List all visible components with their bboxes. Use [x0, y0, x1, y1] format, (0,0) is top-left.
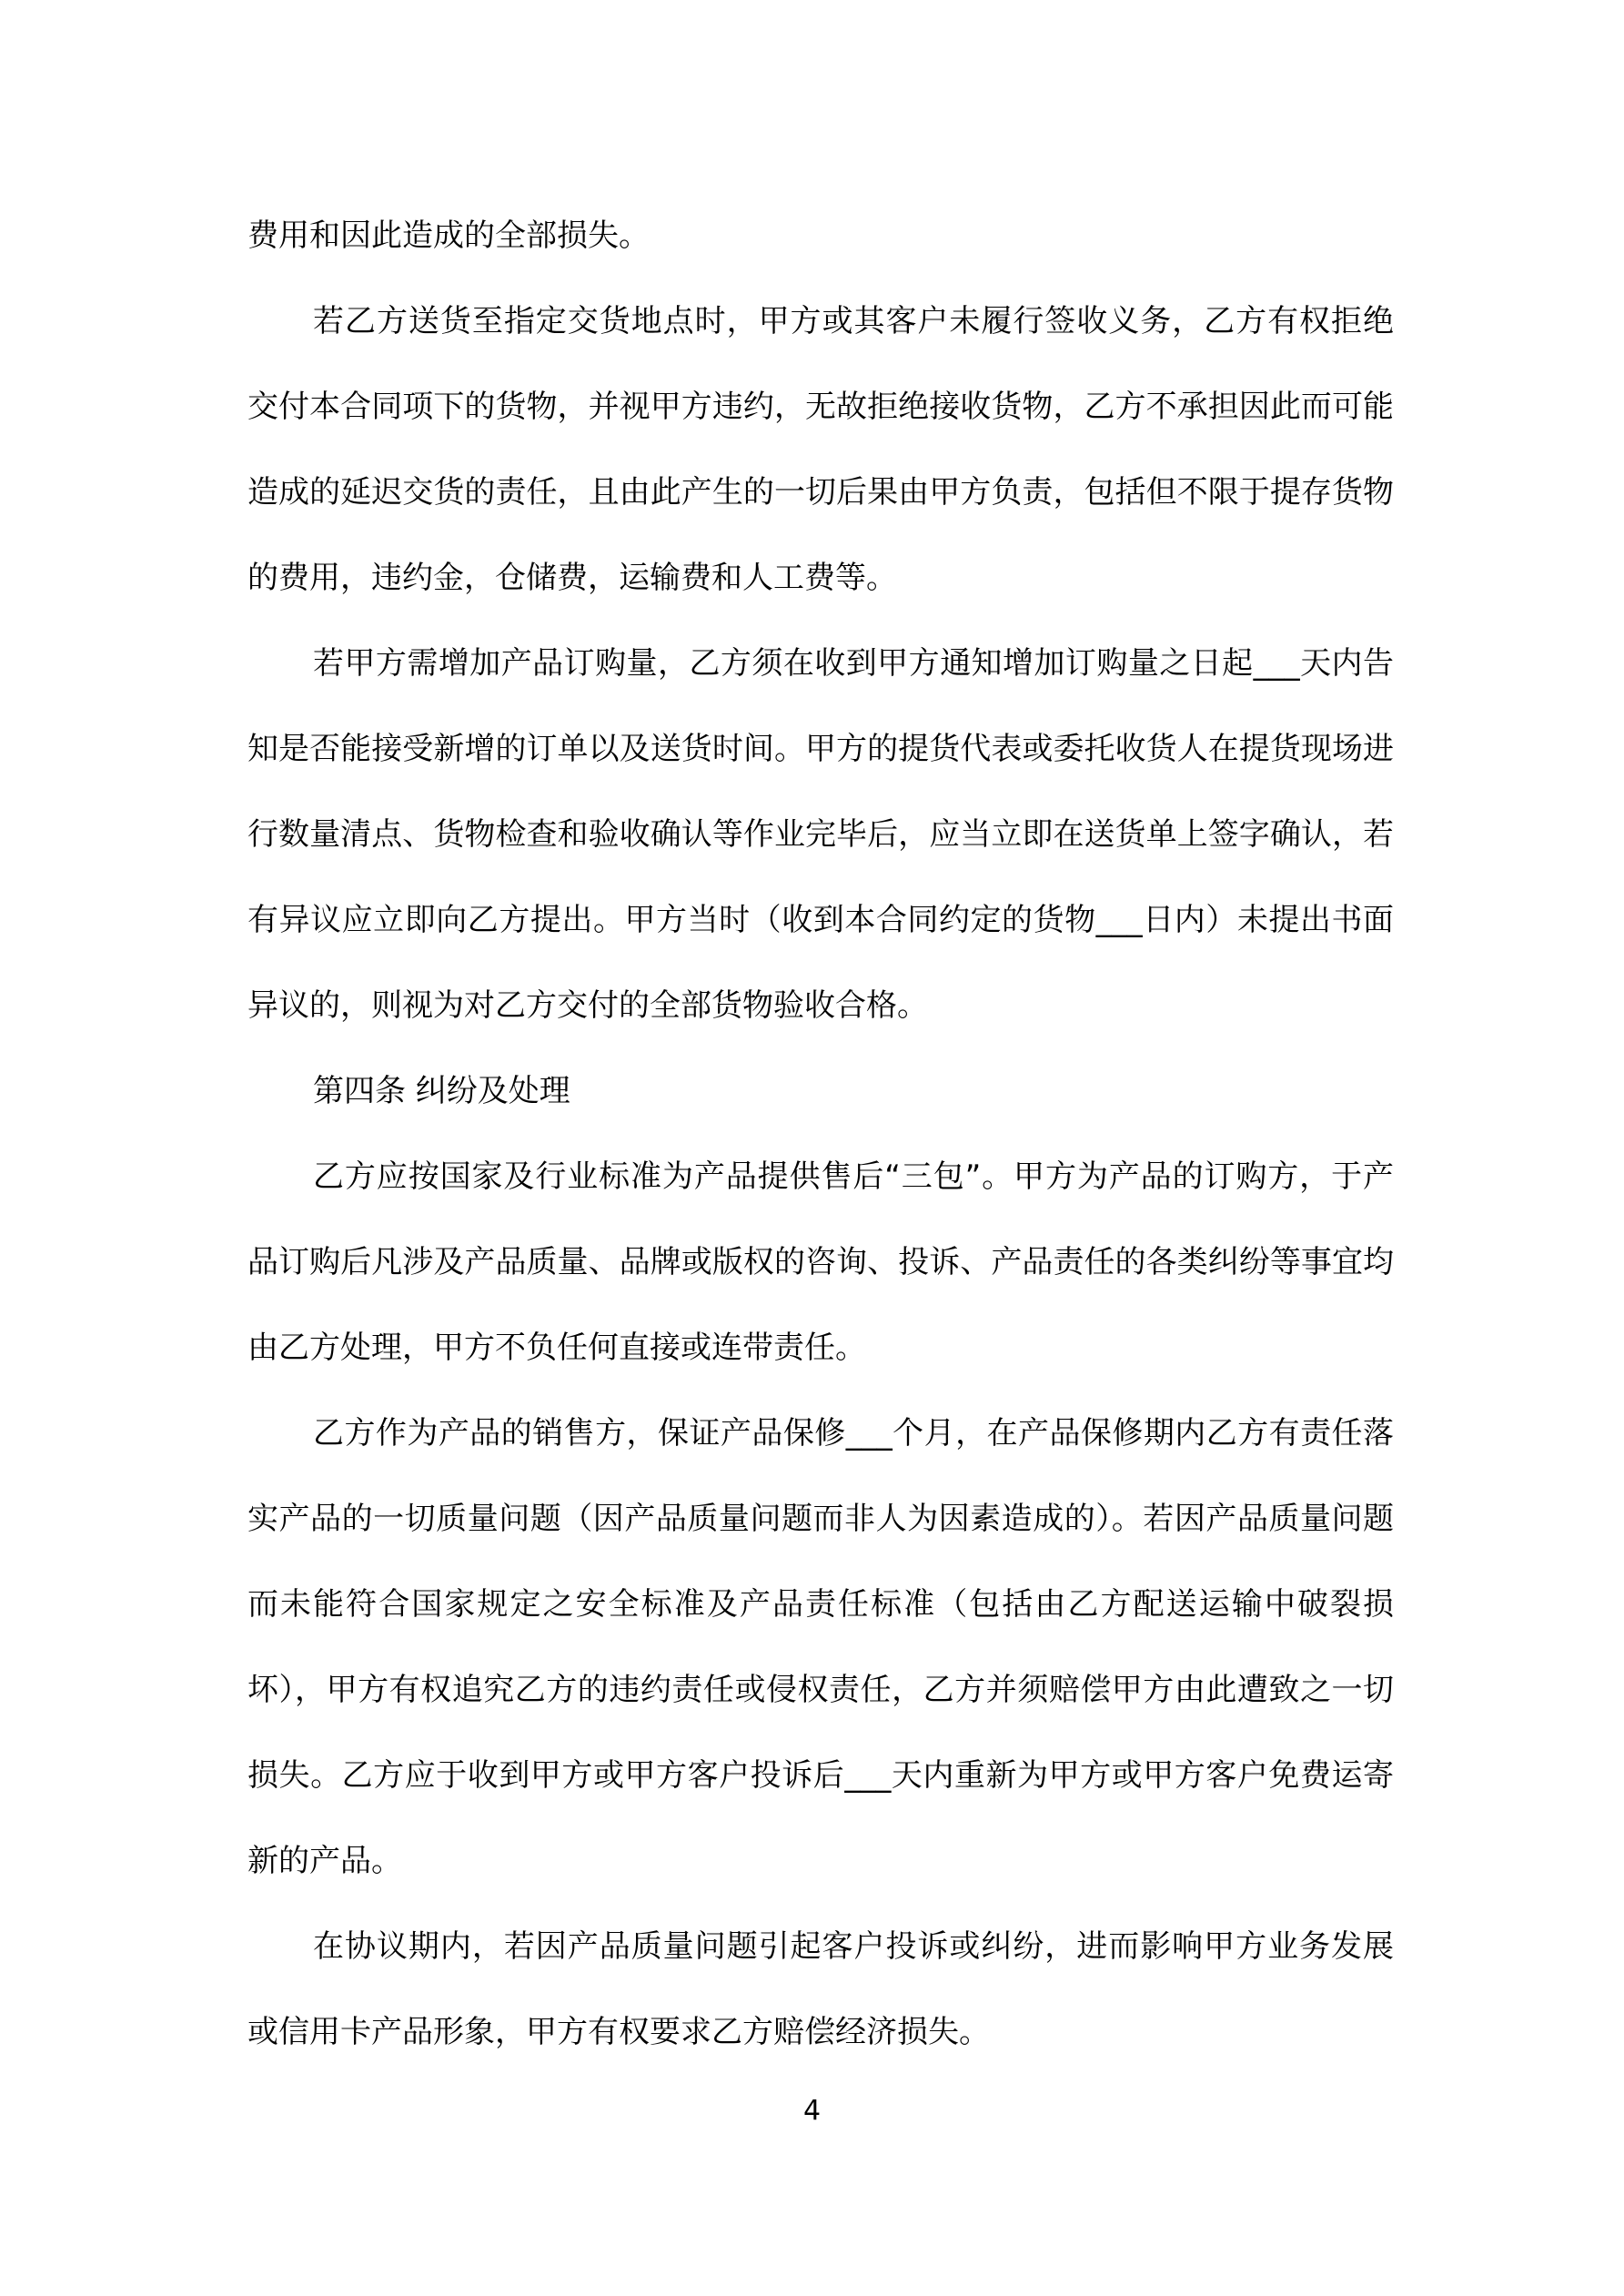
page-number: 4	[802, 2095, 822, 2127]
paragraph-delivery-refusal: 若乙方送货至指定交货地点时，甲方或其客户未履行签收义务，乙方有权拒绝交付本合同项下的货物，并视甲方违约，无故拒绝接收货物，乙方不承担因此而可能造成的延迟交货的责任，且由此产生的一切后果由甲方负责，包括但不限于提存货物的费用，违约金，仓储费，运输费和人工费等。	[247, 303, 1394, 596]
paragraph-continuation: 费用和因此造成的全部损失。	[247, 217, 650, 254]
contract-body	[247, 193, 1394, 2075]
paragraph-after-sales: 乙方应按国家及行业标准为产品提供售后“三包”。甲方为产品的订购方，于产品订购后凡涉及产品质量、品牌或版权的咨询、投诉、产品责任的各类纠纷等事宜均由乙方处理，甲方不负任何直接或连带责任。	[247, 1158, 1394, 1366]
paragraph-quality-complaints: 在协议期内，若因产品质量问题引起客户投诉或纠纷，进而影响甲方业务发展或信用卡产品形象，甲方有权要求乙方赔偿经济损失。	[247, 1928, 1394, 2050]
paragraph-order-increase: 若甲方需增加产品订购量，乙方须在收到甲方通知增加订购量之日起___天内告知是否能接受新增的订单以及送货时间。甲方的提货代表或委托收货人在提货现场进行数量清点、货物检查和验收确认等作业完毕后，应当立即在送货单上签字确认，若有异议应立即向乙方提出。甲方当时（收到本合同约定的货物___日内）未提出书面异议的，则视为对乙方交付的全部货物验收合格。	[247, 645, 1394, 1024]
section-heading-article-4: 第四条 纠纷及处理	[313, 1073, 570, 1109]
paragraph-warranty: 乙方作为产品的销售方，保证产品保修___个月，在产品保修期内乙方有责任落实产品的一切质量问题（因产品质量问题而非人为因素造成的）。若因产品质量问题而未能符合国家规定之安全标准及产品责任标准（包括由乙方配送运输中破裂损坏），甲方有权追究乙方的违约责任或侵权责任，乙方并须赔偿甲方由此遭致之一切损失。乙方应于收到甲方或甲方客户投诉后___天内重新为甲方或甲方客户免费运寄新的产品。	[247, 1415, 1394, 1879]
